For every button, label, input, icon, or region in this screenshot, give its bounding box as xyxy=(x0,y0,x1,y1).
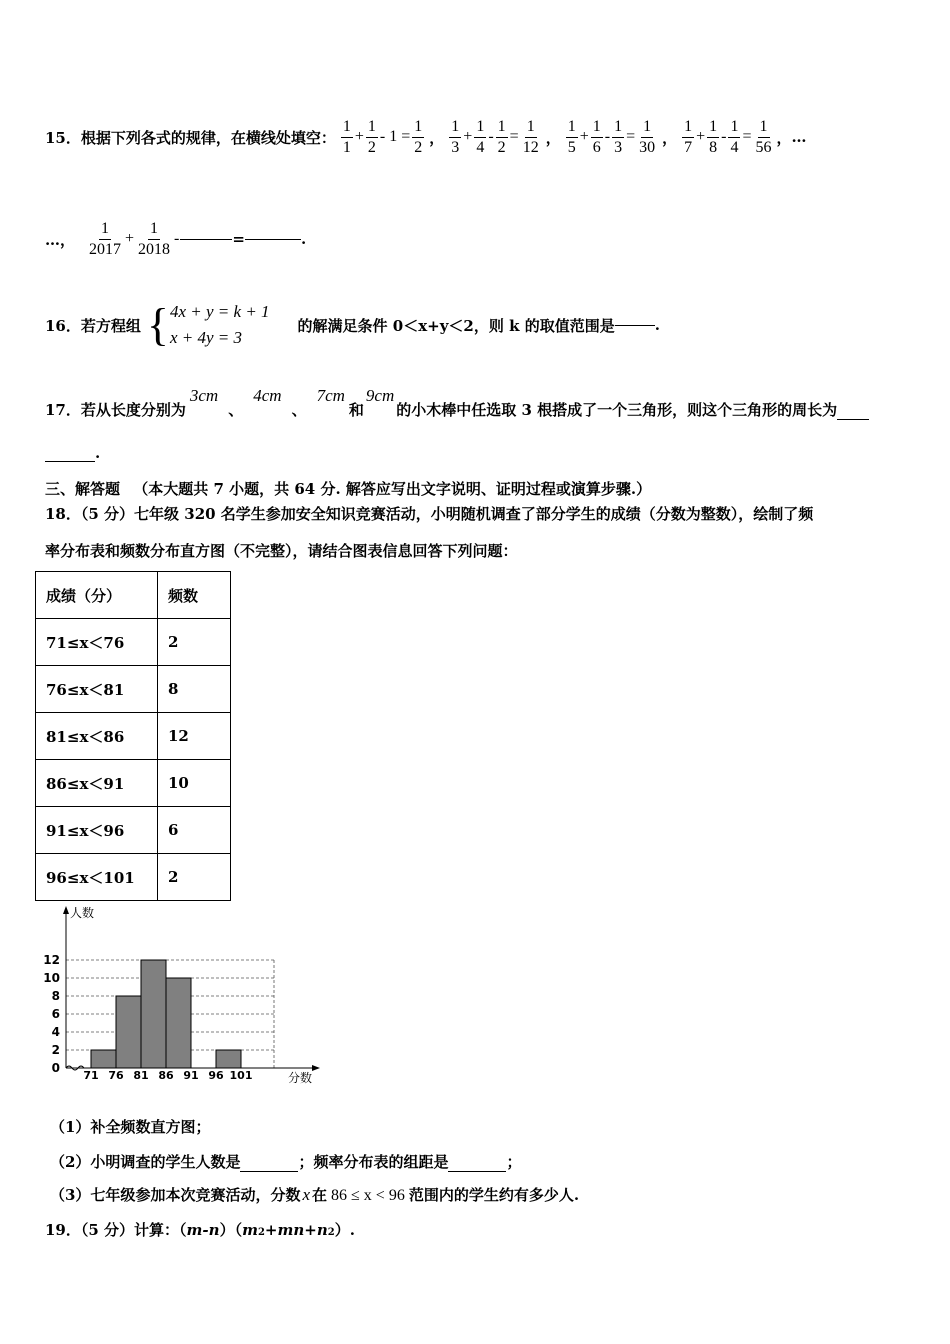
equation-a: 4x + y = k + 1 xyxy=(169,302,270,321)
q15-eq2: $\frac{1}{3}$ + $\frac{1}{4}$ - $\frac{1}{2}$ = $\frac{1}{12}$ xyxy=(451,117,539,156)
y-tick-labels xyxy=(43,953,60,1075)
y-tick-label: 0 xyxy=(51,1061,60,1075)
q15-line2: …， $\frac{1}{2017}$ + $\frac{1}{2018}$ - = . xyxy=(45,219,307,258)
q16: 16． 若方程组 { 4x + y = k + 1 x + 4y = 3 的解满足条件 0＜x+y＜2，则 k 的取值范围是 . xyxy=(45,299,660,350)
q18-line1: 18．（5 分）七年级 320 名学生参加安全知识竞赛活动，小明随机调查了部分学生的成绩（分数为整数），绘制了频 xyxy=(45,505,814,523)
answer-blank[interactable] xyxy=(837,418,869,420)
frac-1-2017: $\frac{1}{2017}$ xyxy=(89,219,122,258)
y-tick-label: 12 xyxy=(43,953,60,967)
answer-blank[interactable] xyxy=(245,238,301,240)
histogram-bar xyxy=(141,960,166,1068)
header-score: 成绩（分） xyxy=(36,572,158,619)
y-tick-label: 2 xyxy=(51,1043,60,1057)
q17-line2: . xyxy=(45,444,100,462)
histogram-bar xyxy=(166,978,191,1068)
brace-icon: { xyxy=(146,299,169,350)
frac-1-2018: $\frac{1}{2018}$ xyxy=(138,219,171,258)
y-axis-label: 人数 xyxy=(70,906,95,920)
table-row: 71≤x＜76 2 xyxy=(36,619,231,666)
histogram-bar xyxy=(216,1050,241,1068)
x-tick-label: 76 xyxy=(108,1069,124,1082)
frac: $\frac{1}{2}$ xyxy=(414,117,423,156)
q15-number: 15． xyxy=(45,128,81,147)
answer-blank[interactable] xyxy=(240,1170,298,1172)
length-7cm: 7cm xyxy=(316,386,345,405)
table-row: 91≤x＜96 6 xyxy=(36,807,231,854)
equation-system xyxy=(147,299,270,351)
table-row: 81≤x＜86 12 xyxy=(36,713,231,760)
q18-line2: 率分布表和频数分布直方图（不完整），请结合图表信息回答下列问题： xyxy=(45,542,518,560)
table-row: 76≤x＜81 8 xyxy=(36,666,231,713)
q19: 19．（5 分）计算：（ m-n ）（ m 2 + mn + n 2 ）. xyxy=(45,1221,355,1239)
frequency-table xyxy=(35,571,231,901)
x-tick-label: 91 xyxy=(183,1069,199,1082)
section-heading: 三、解答题 （本大题共 7 小题，共 64 分. 解答应写出文字说明、证明过程或演算步骤.） xyxy=(45,480,652,498)
q15-eq4: $\frac{1}{7}$ + $\frac{1}{8}$ - $\frac{1}{4}$ = $\frac{1}{56}$ xyxy=(684,117,772,156)
q15-line1: 15． 根据下列各式的规律，在横线处填空： $\frac{1}{1}$ + $\frac{1}{2}$ - 1 = $\frac{1}{2}$ ， $\frac{1}{3}$ + $\frac{1}{4}$ - $\frac{1}{2}$ = $\frac{1}{12}$ ， $\frac{1}{5}$ + $\frac{1}{6}$ - $\frac{1}{3}$ = $\frac{1}{30}$ ， $\frac{1}{7}$ + $\frac{1}{8}$ - $\frac{1}{4}$ = $\frac{1}{56}$ ， … xyxy=(45,117,807,156)
frac: $\frac{1}{2}$ xyxy=(367,117,376,156)
y-axis-arrow-icon xyxy=(63,906,69,914)
answer-blank[interactable] xyxy=(45,460,95,462)
histogram-bar xyxy=(116,996,141,1068)
y-tick-label: 10 xyxy=(43,971,60,985)
frequency-histogram xyxy=(30,900,330,1090)
x-axis-label: 分数 xyxy=(288,1071,313,1085)
x-tick-label: 71 xyxy=(83,1069,99,1082)
equation-b: x + 4y = 3 xyxy=(169,328,243,347)
length-3cm: 3cm xyxy=(189,386,219,405)
q18-sub3: （3）七年级参加本次竞赛活动，分数 x 在 86 ≤ x < 96 范围内的学生约有多少人. xyxy=(50,1185,580,1204)
q15-text: 根据下列各式的规律，在横线处填空： xyxy=(80,128,336,147)
q17: 17． 若从长度分别为 3cm 、 4cm 、 7cm 和 9cm 的小木棒中任选取 3 根搭成了一个三角形，则这个三角形的周长为 xyxy=(45,380,869,420)
y-tick-label: 4 xyxy=(51,1025,60,1039)
table-row: 86≤x＜91 10 xyxy=(36,760,231,807)
answer-blank[interactable] xyxy=(180,238,232,240)
frac: $\frac{1}{1}$ xyxy=(342,117,351,156)
x-tick-labels xyxy=(83,1069,252,1082)
x-tick-label: 86 xyxy=(158,1069,174,1082)
x-tick-label: 96 xyxy=(208,1069,224,1082)
answer-blank[interactable] xyxy=(448,1170,506,1172)
x-tick-label: 81 xyxy=(133,1069,149,1082)
table-row: 96≤x＜101 2 xyxy=(36,854,231,901)
y-tick-label: 8 xyxy=(51,989,60,1003)
header-count: 频数 xyxy=(158,572,231,619)
x-axis-arrow-icon xyxy=(312,1065,320,1071)
y-tick-label: 6 xyxy=(51,1007,60,1021)
length-9cm: 9cm xyxy=(365,386,395,405)
range-expression: 86 ≤ x < 96 xyxy=(331,1187,405,1204)
q18-sub1: （1）补全频数直方图； xyxy=(50,1118,211,1136)
histogram-bar xyxy=(91,1050,116,1068)
q18-sub2: （2）小明调查的学生人数是 ；频率分布表的组距是 ； xyxy=(50,1153,522,1171)
table-header-row xyxy=(36,572,231,619)
q15-eq3: $\frac{1}{5}$ + $\frac{1}{6}$ - $\frac{1}{3}$ = $\frac{1}{30}$ xyxy=(567,117,656,156)
q15-eq1: $\frac{1}{1}$ + $\frac{1}{2}$ - 1 = $\frac{1}{2}$ xyxy=(342,117,423,156)
length-4cm: 4cm xyxy=(253,386,282,405)
answer-blank[interactable] xyxy=(615,324,655,326)
x-tick-label: 101 xyxy=(229,1069,253,1082)
